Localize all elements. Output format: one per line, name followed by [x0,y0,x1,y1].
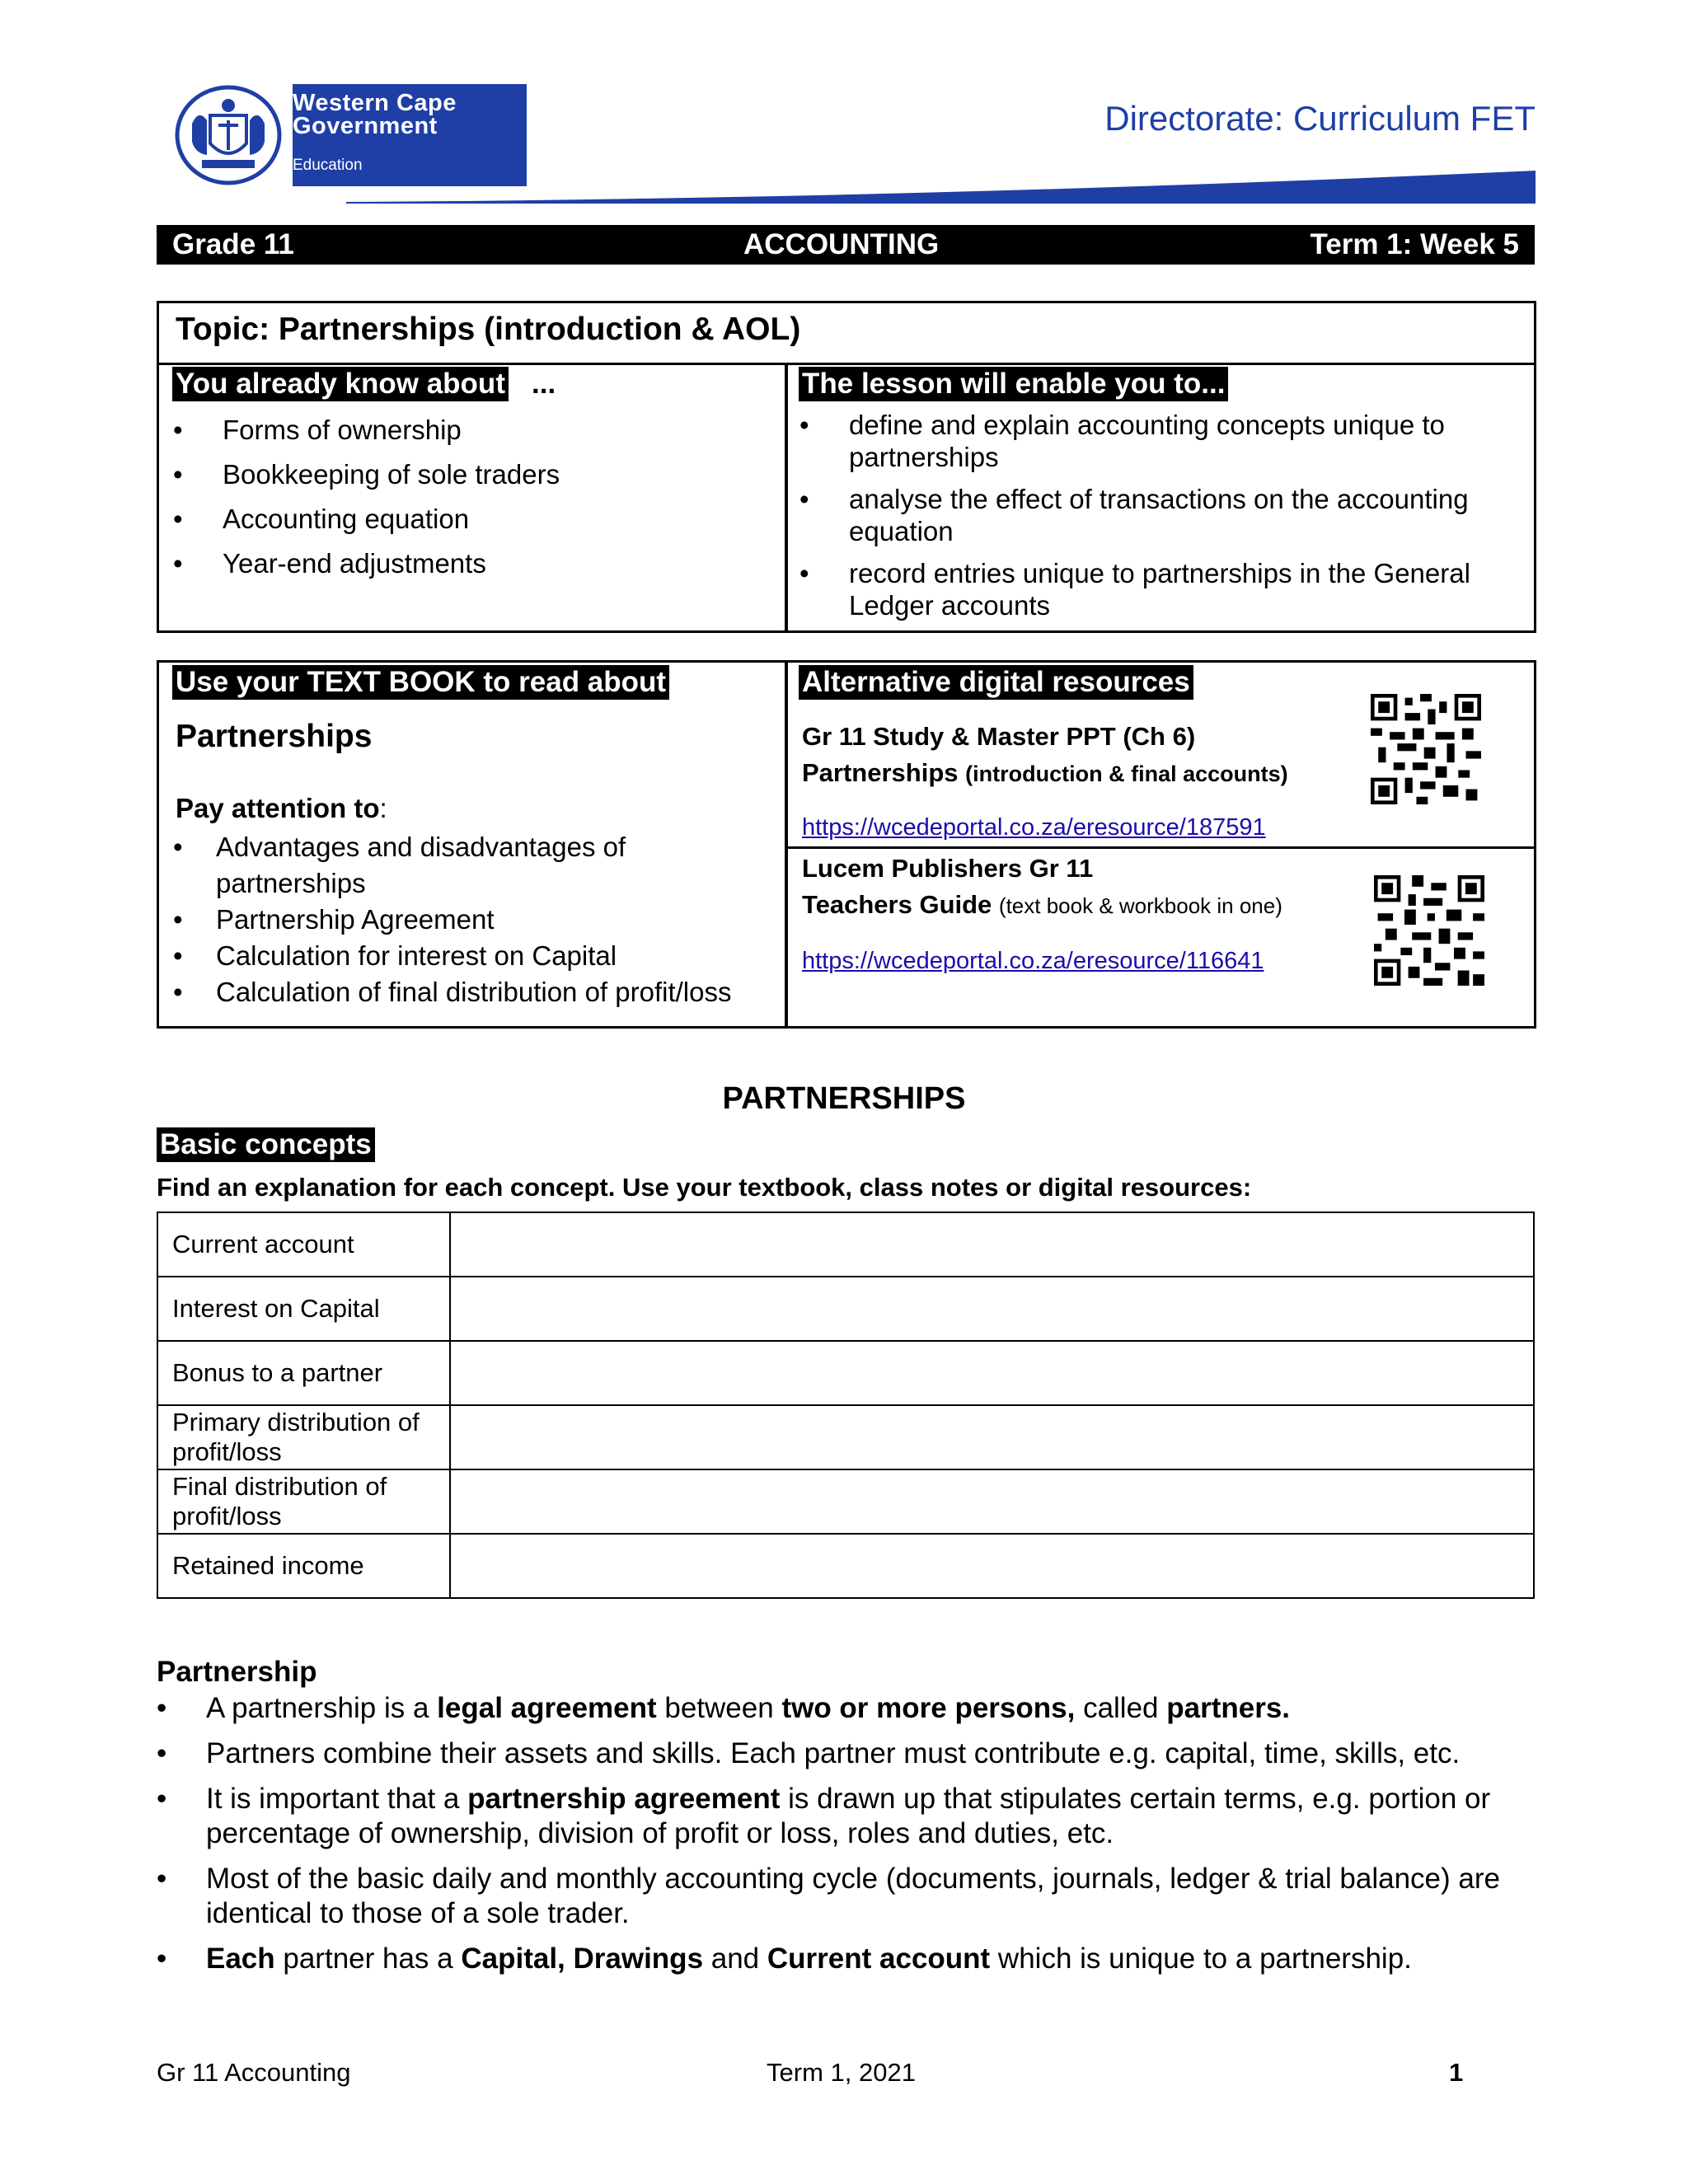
list-item: • Bookkeeping of sole traders [173,452,560,497]
enable-list [799,409,1508,621]
footer-center: Term 1, 2021 [767,2058,916,2087]
resource-2-subtitle [802,890,1282,920]
table-row [157,1469,1534,1534]
logo-line-2: Government [293,113,438,139]
resource-box [157,660,1536,1029]
resource-1-link[interactable]: https://wcedeportal.co.za/eresource/187591 [802,814,1266,841]
table-row [157,1341,1534,1405]
list-item: • Most of the basic daily and monthly accounting cycle (documents, journals, ledger & trial balance) are identical to those of a sole trader. [157,1862,1541,1931]
logo-line-1: Western Cape [293,90,457,116]
know-list [173,408,560,586]
instruction: Find an explanation for each concept. Use your textbook, class notes or digital resources: [157,1173,1252,1202]
list-item: • Calculation for interest on Capital [173,938,767,974]
concept-label: Retained income [157,1534,450,1598]
text-run: is drawn up that stipulates certain terms, e.g. portion or percentage of ownership, division of profit or loss, roles and duties, etc. [206,1783,1491,1849]
text-run-bold: two or more persons, [781,1692,1076,1724]
text-run-bold: legal agreement [437,1692,657,1724]
textbook-topic: Partnerships [176,719,373,754]
text-run: It is important that a [206,1783,468,1815]
partnership-heading: Partnership [157,1656,317,1688]
text-run: between [656,1692,782,1724]
list-item: • Partners combine their assets and skills. Each partner must contribute e.g. capital, time, skills, etc. [157,1736,1541,1771]
header-swoosh [346,169,1536,204]
list-item: • Forms of ownership [173,408,560,452]
resource-2-link[interactable]: https://wcedeportal.co.za/eresource/116641 [802,948,1264,974]
list-item: • Year-end adjustments [173,541,560,586]
grade-label: Grade 11 [172,228,294,260]
concept-label: Bonus to a partner [157,1341,450,1405]
divider [159,363,1534,365]
divider [785,363,788,630]
text-run: called [1075,1692,1167,1724]
basic-concepts-heading: Basic concepts [157,1127,375,1162]
text-run: partner has a [274,1943,462,1975]
list-item: • Advantages and disadvantages of partnerships [173,829,767,902]
table-row [157,1405,1534,1469]
text-run-bold: partners. [1166,1692,1291,1724]
textbook-heading: Use your TEXT BOOK to read about [172,665,669,700]
logo-line-3: Education [293,157,363,174]
list-item: • Calculation of final distribution of profit/loss [173,974,767,1010]
list-item: • define and explain accounting concepts unique to partnerships [799,409,1508,473]
attention-list [173,829,767,1010]
concepts-table [157,1212,1535,1599]
text-run: and [703,1943,767,1975]
qr-code-icon [1371,694,1481,804]
concept-answer-field[interactable] [450,1341,1534,1405]
term-label: Term 1: Week 5 [1310,228,1519,260]
list-item [157,1691,1541,1726]
page-number: 1 [1449,2058,1464,2087]
topic-title: Topic: Partnerships (introduction & AOL) [176,312,801,347]
concept-label: Current account [157,1212,450,1277]
concept-answer-field[interactable] [450,1534,1534,1598]
attention-colon: : [379,793,387,823]
coat-of-arms-icon [169,84,293,186]
directorate-title: Directorate: Curriculum FET [1104,99,1536,138]
concept-label: Interest on Capital [157,1277,450,1341]
concept-answer-field[interactable] [450,1212,1534,1277]
title-bar [157,225,1535,265]
concept-answer-field[interactable] [450,1469,1534,1534]
list-item [157,1942,1541,1976]
list-item: • record entries unique to partnerships in the General Ledger accounts [799,557,1508,621]
section-title: PARTNERSHIPS [722,1081,966,1116]
enable-heading: The lesson will enable you to... [799,367,1228,401]
partnership-list [157,1691,1541,1987]
know-heading: You already know about [172,367,509,401]
resource-1-subtitle-bold: Partnerships [802,758,959,787]
subject-label: ACCOUNTING [743,228,940,260]
resource-2-subtitle-bold: Teachers Guide [802,890,992,919]
list-item [157,1782,1541,1851]
resource-1-title: Gr 11 Study & Master PPT (Ch 6) [802,722,1196,751]
concept-label: Final distribution of profit/loss [157,1469,450,1534]
list-item: • Partnership Agreement [173,902,767,938]
resource-2-title: Lucem Publishers Gr 11 [802,854,1094,883]
text-run: A partnership is a [206,1692,438,1724]
concept-answer-field[interactable] [450,1277,1534,1341]
text-run-bold: Each [206,1943,275,1975]
table-row [157,1534,1534,1598]
text-run-bold: partnership agreement [467,1783,781,1815]
divider [788,846,1534,849]
qr-code-icon [1374,875,1484,986]
resource-1-subtitle-rest: (introduction & final accounts) [965,762,1288,786]
concept-answer-field[interactable] [450,1405,1534,1469]
attention-label: Pay attention to [176,793,380,823]
attention-line [176,793,387,824]
topic-box [157,301,1536,633]
know-heading-tail: ... [532,368,556,400]
divider [785,663,788,1026]
table-row [157,1212,1534,1277]
text-run-bold: Capital, Drawings [461,1943,704,1975]
text-run: which is unique to a partnership. [990,1943,1412,1975]
table-row [157,1277,1534,1341]
text-run-bold: Current account [767,1943,991,1975]
digital-heading: Alternative digital resources [799,665,1193,700]
resource-1-subtitle [802,758,1288,788]
list-item: • Accounting equation [173,497,560,541]
concept-label: Primary distribution of profit/loss [157,1405,450,1469]
footer-left: Gr 11 Accounting [157,2058,351,2087]
list-item: • analyse the effect of transactions on the accounting equation [799,483,1508,547]
resource-2-subtitle-rest: (text book & workbook in one) [998,893,1282,918]
